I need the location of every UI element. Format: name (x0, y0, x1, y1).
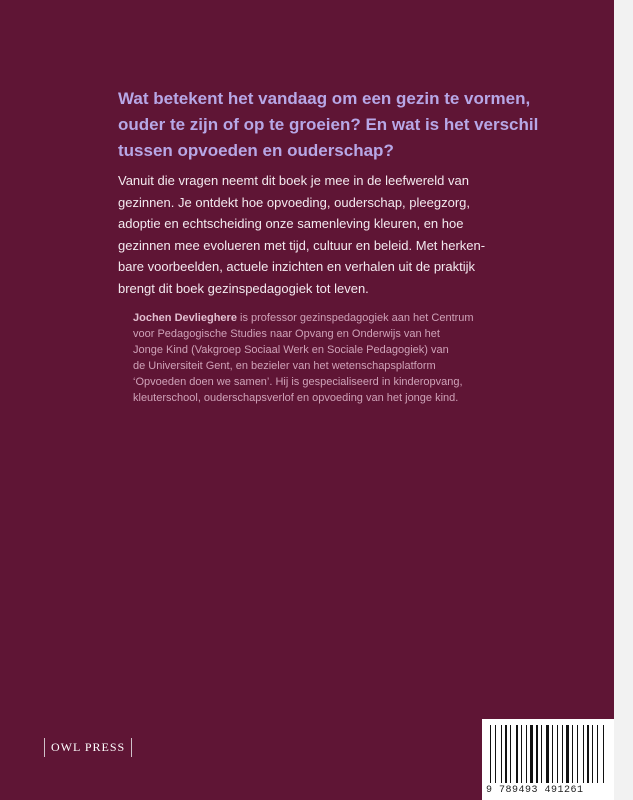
barcode-bar (526, 725, 527, 783)
tagline-line: tussen opvoeden en ouderschap? (118, 141, 394, 160)
barcode-bar (562, 725, 563, 783)
isbn-number: 9 789493 491261 (486, 785, 584, 796)
intro-line: bare voorbeelden, actuele inzichten en verhalen uit de praktijk (118, 259, 476, 275)
barcode-bar (587, 725, 589, 783)
barcode-bar (577, 725, 578, 783)
barcode-bar (546, 725, 549, 783)
barcode-bar (530, 725, 533, 783)
barcode (482, 719, 614, 800)
barcode-bar (536, 725, 538, 783)
intro-line: adoptie en echtscheiding onze samenleving kleuren, en hoe (118, 216, 464, 232)
barcode-bar (552, 725, 553, 783)
author-bio-line: de Universiteit Gent, en bezieler van het wetenschapsplatform (133, 360, 436, 372)
author-bio-line: Jonge Kind (Vakgroep Sociaal Werk en Sociale Pedagogiek) van (133, 344, 449, 356)
barcode-bar (557, 725, 558, 783)
author-name: Jochen Devlieghere (133, 312, 237, 324)
barcode-bar (516, 725, 518, 783)
barcode-bar (495, 725, 496, 783)
publisher-logo: OWL PRESS (44, 738, 132, 757)
barcode-bar (566, 725, 569, 783)
barcode-bar (510, 725, 511, 783)
barcode-bar (501, 725, 502, 783)
page-edge (614, 0, 633, 800)
tagline (118, 86, 588, 164)
intro-line: gezinnen. Je ontdekt hoe opvoeding, ouderschap, pleegzorg, (118, 194, 470, 210)
barcode-bar (603, 725, 604, 783)
author-bio-line: ‘Opvoeden doen we samen’. Hij is gespecialiseerd in kinderopvang, (133, 376, 463, 388)
author-bio-line: kleuterschool, ouderschapsverlof en opvoeding van het jonge kind. (133, 392, 459, 404)
barcode-bar (597, 725, 598, 783)
barcode-bar (541, 725, 542, 783)
barcode-icon (488, 725, 606, 783)
intro-paragraph (118, 170, 588, 300)
author-bio-line: is professor gezinspedagogiek aan het Centrum (236, 312, 474, 324)
author-bio (133, 310, 593, 406)
intro-line: brengt dit boek gezinspedagogiek tot leven. (118, 280, 369, 296)
author-bio-line: voor Pedagogische Studies naar Opvang en Onderwijs van het (133, 328, 440, 340)
tagline-line: ouder te zijn of op te groeien? En wat is het verschil (118, 115, 539, 134)
barcode-bar (572, 725, 573, 783)
barcode-bar (490, 725, 491, 783)
barcode-bar (592, 725, 593, 783)
intro-line: Vanuit die vragen neemt dit boek je mee in de leefwereld van (118, 173, 469, 188)
intro-line: gezinnen mee evolueren met tijd, cultuur en beleid. Met herken- (118, 237, 486, 253)
tagline-line: Wat betekent het vandaag om een gezin te vormen, (118, 89, 531, 108)
barcode-bar (505, 725, 507, 783)
barcode-bar (583, 725, 584, 783)
barcode-bar (521, 725, 522, 783)
